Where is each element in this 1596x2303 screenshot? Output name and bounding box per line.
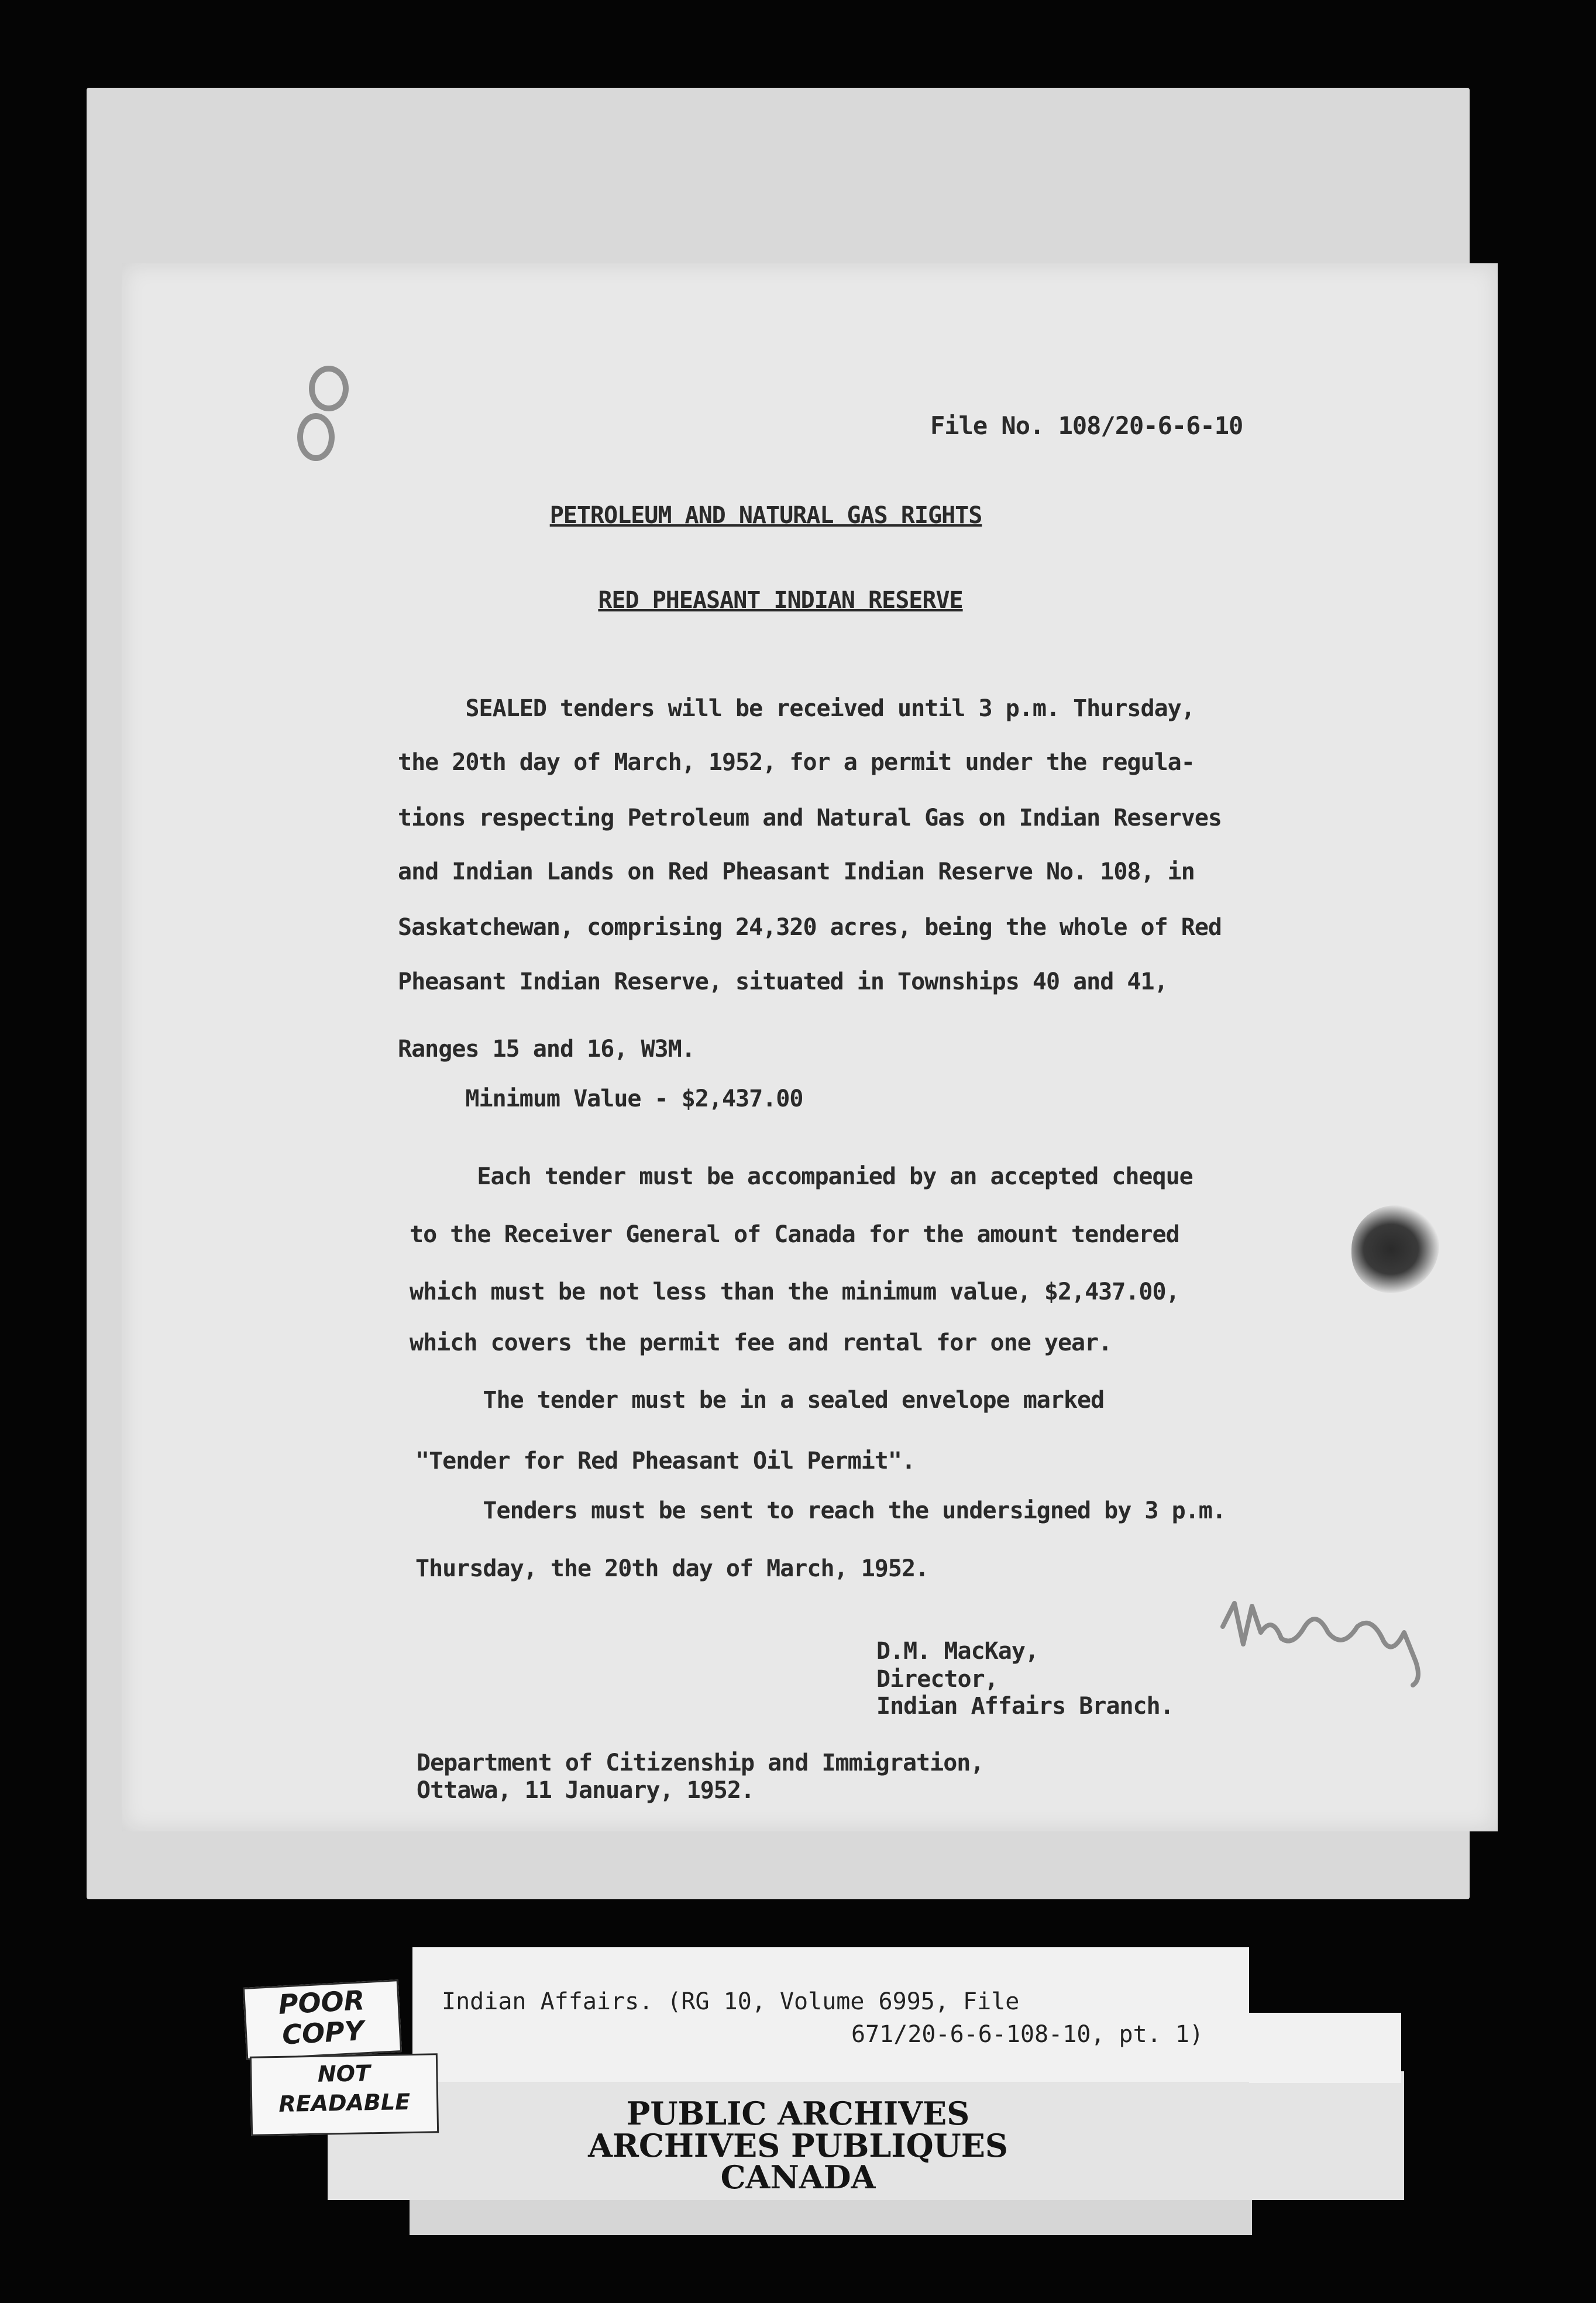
archives-name-french: ARCHIVES PUBLIQUES (588, 2127, 1008, 2164)
text-line: the 20th day of March, 1952, for a permit under the regula- (398, 749, 1195, 776)
signatory-name: D.M. MacKay, (876, 1638, 1038, 1665)
place-and-date: Ottawa, 11 January, 1952. (417, 1777, 755, 1804)
punch-hole-mark (309, 366, 349, 411)
signatory-branch: Indian Affairs Branch. (876, 1693, 1174, 1720)
stamp-text: READABLE (278, 2089, 411, 2117)
stamp-text: POOR (277, 1984, 366, 2020)
text-line: Each tender must be accompanied by an accepted cheque (410, 1163, 1193, 1190)
text-line: Saskatchewan, comprising 24,320 acres, being the whole of Red (398, 914, 1222, 941)
archive-reference-line-2: 671/20-6-6-108-10, pt. 1) (851, 2021, 1204, 2048)
archives-country: CANADA (720, 2158, 876, 2196)
handwritten-initials (1217, 1592, 1439, 1691)
text-line: "Tender for Red Pheasant Oil Permit". (415, 1448, 916, 1474)
archive-reference-line-1: Indian Affairs. (RG 10, Volume 6995, File (442, 1988, 1020, 2015)
punch-hole-mark (297, 413, 335, 461)
text-line: Tenders must be sent to reach the undersigned by 3 p.m. (415, 1497, 1226, 1524)
text-line: SEALED tenders will be received until 3 p.m. Thursday, (398, 695, 1195, 722)
minimum-value: Minimum Value - $2,437.00 (398, 1085, 803, 1112)
signatory-title: Director, (876, 1666, 998, 1693)
heading-petroleum-rights: PETROLEUM AND NATURAL GAS RIGHTS (549, 502, 982, 529)
text-line: tions respecting Petroleum and Natural Gas on Indian Reserves (398, 805, 1222, 831)
file-number: File No. 108/20-6-6-10 (930, 411, 1243, 440)
text-line: to the Receiver General of Canada for the amount tendered (410, 1221, 1179, 1248)
label-tab (1249, 2013, 1401, 2083)
department-name: Department of Citizenship and Immigration, (417, 1749, 984, 1776)
text-line: and Indian Lands on Red Pheasant Indian Reserve No. 108, in (398, 858, 1195, 885)
text-line: which must be not less than the minimum value, $2,437.00, (410, 1278, 1179, 1305)
text-line: Ranges 15 and 16, W3M. (398, 1036, 695, 1063)
stamp-text: COPY (281, 2015, 365, 2051)
text-line: The tender must be in a sealed envelope marked (415, 1387, 1105, 1414)
text-line: Thursday, the 20th day of March, 1952. (415, 1555, 929, 1582)
heading-reserve-name: RED PHEASANT INDIAN RESERVE (598, 587, 963, 614)
text-line: which covers the permit fee and rental for one year. (410, 1329, 1112, 1356)
not-readable-stamp (250, 2053, 439, 2136)
archives-name-english: PUBLIC ARCHIVES (626, 2095, 970, 2132)
poor-copy-stamp (243, 1979, 402, 2060)
stamp-text: NOT (317, 2060, 371, 2087)
text-line: Pheasant Indian Reserve, situated in Townships 40 and 41, (398, 968, 1168, 995)
